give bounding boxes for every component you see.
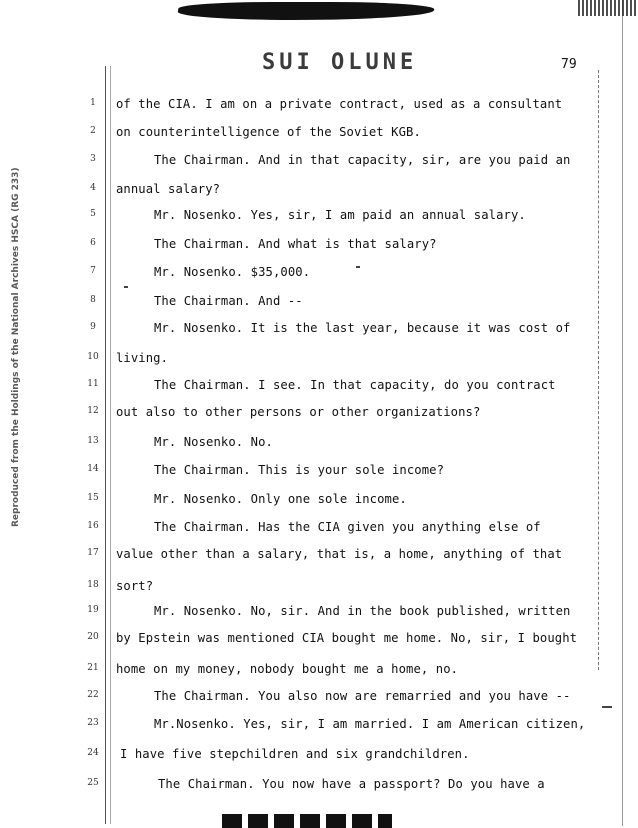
transcript-line [0, 491, 638, 511]
line-number: 7 [90, 266, 96, 276]
line-number: 10 [87, 352, 99, 362]
line-text: on counterintelligence of the Soviet KGB. [116, 125, 421, 139]
line-text: Mr. Nosenko. $35,000. [154, 265, 311, 279]
line-number: 14 [87, 464, 99, 474]
line-number: 8 [90, 295, 96, 305]
line-text: The Chairman. And what is that salary? [154, 237, 437, 251]
transcript-line [0, 688, 638, 708]
line-number: 19 [87, 605, 99, 615]
transcript-line [0, 96, 638, 116]
line-text: Mr. Nosenko. It is the last year, because it was cost of [154, 321, 571, 335]
line-text: The Chairman. You also now are remarried and you have -- [154, 689, 571, 703]
line-text: The Chairman. You now have a passport? Do you have a [158, 777, 545, 791]
line-number: 12 [87, 406, 99, 416]
line-text: value other than a salary, that is, a home, anything of that [116, 547, 563, 561]
line-text: living. [116, 351, 169, 365]
transcript-line [0, 746, 638, 766]
transcript-line [0, 152, 638, 172]
line-number: 2 [90, 126, 96, 136]
transcript-line [0, 462, 638, 482]
transcript-line [0, 546, 638, 566]
transcript-line [0, 519, 638, 539]
line-text: The Chairman. I see. In that capacity, do you contract [154, 378, 556, 392]
line-text: out also to other persons or other organizations? [116, 405, 481, 419]
transcript-line [0, 320, 638, 340]
line-number: 13 [87, 436, 99, 446]
line-text: Mr. Nosenko. Yes, sir, I am paid an annual salary. [154, 208, 526, 222]
scan-speck [356, 266, 360, 268]
scan-artifact [578, 0, 638, 16]
transcript-line [0, 603, 638, 623]
line-text: The Chairman. And -- [154, 294, 303, 308]
transcript-line [0, 404, 638, 424]
line-text: home on my money, nobody bought me a home, no. [116, 662, 459, 676]
line-number: 22 [87, 690, 99, 700]
archive-side-note: Reproduced from the Holdings of the National Archives HSCA (RG 233) [11, 167, 21, 527]
line-number: 23 [87, 718, 99, 728]
line-number: 21 [87, 663, 99, 673]
line-number: 11 [87, 379, 99, 389]
line-text: I have five stepchildren and six grandchildren. [120, 747, 470, 761]
transcript-line [0, 630, 638, 650]
line-text: Mr. Nosenko. No, sir. And in the book published, written [154, 604, 571, 618]
line-text: Mr. Nosenko. No. [154, 435, 273, 449]
transcript-line [0, 776, 638, 796]
line-text: Mr. Nosenko. Only one sole income. [154, 492, 407, 506]
line-number: 24 [87, 748, 99, 758]
transcript-line [0, 350, 638, 370]
line-number: 6 [90, 238, 96, 248]
transcript-line [0, 236, 638, 256]
line-number: 25 [87, 778, 99, 788]
line-text: by Epstein was mentioned CIA bought me home. No, sir, I bought [116, 631, 578, 645]
transcript-line [0, 377, 638, 397]
line-number: 5 [90, 209, 96, 219]
redaction-smear [177, 2, 436, 20]
line-number: 18 [87, 580, 99, 590]
line-text: sort? [116, 579, 154, 593]
page-number: 79 [561, 57, 577, 72]
classification-stamp: SUI OLUNE [262, 50, 418, 75]
line-text: of the CIA. I am on a private contract, used as a consultant [116, 97, 563, 111]
line-number: 17 [87, 548, 99, 558]
line-text: The Chairman. Has the CIA given you anything else of [154, 520, 541, 534]
line-text: The Chairman. This is your sole income? [154, 463, 445, 477]
line-text: Mr.Nosenko. Yes, sir, I am married. I am American citizen, [154, 717, 586, 731]
transcript-line [0, 124, 638, 144]
scan-speck [602, 706, 612, 708]
line-number: 9 [90, 322, 96, 332]
line-text: annual salary? [116, 182, 221, 196]
line-number: 16 [87, 521, 99, 531]
transcript-line [0, 434, 638, 454]
transcript-line [0, 293, 638, 313]
transcript-line [0, 264, 638, 284]
transcript-line [0, 716, 638, 736]
line-number: 1 [90, 98, 96, 108]
line-number: 3 [90, 154, 96, 164]
transcript-line [0, 661, 638, 681]
line-number: 4 [90, 183, 96, 193]
transcript-line [0, 578, 638, 598]
transcript-line [0, 207, 638, 227]
line-text: The Chairman. And in that capacity, sir, are you paid an [154, 153, 571, 167]
scan-speck [124, 286, 128, 288]
line-number: 15 [87, 493, 99, 503]
transcript-line [0, 181, 638, 201]
line-number: 20 [87, 632, 99, 642]
